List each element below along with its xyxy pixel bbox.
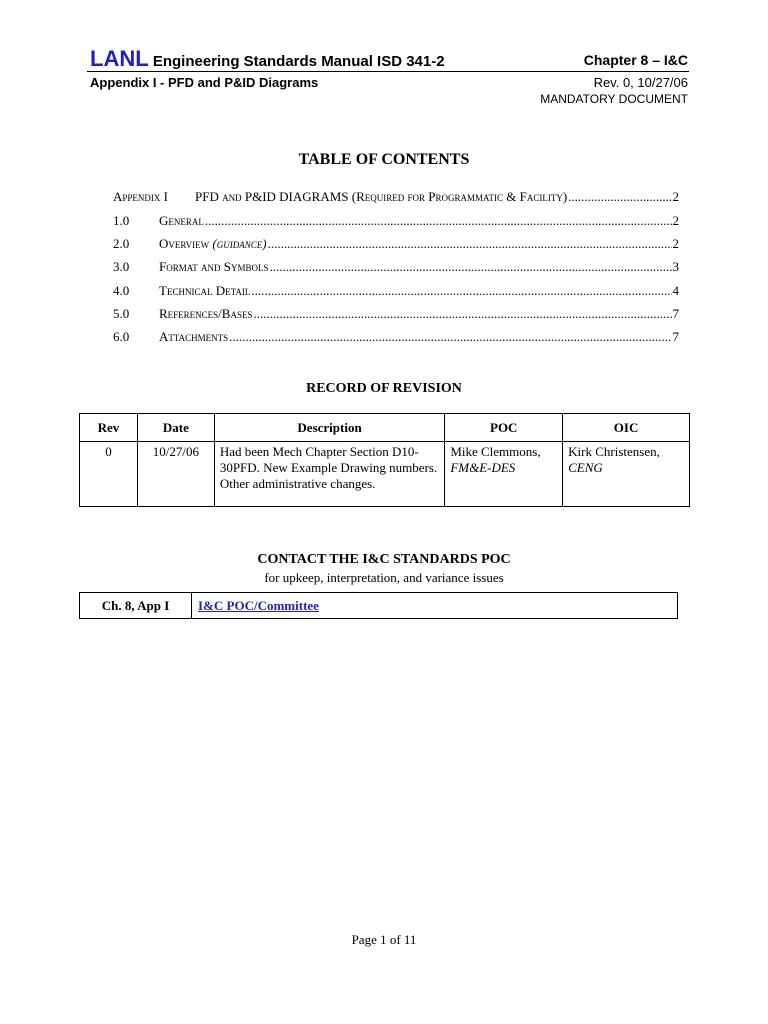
toc-entry-page: 3 bbox=[672, 259, 679, 274]
column-header: Rev bbox=[80, 414, 138, 442]
toc-leader-dots bbox=[205, 213, 672, 229]
toc-entry-label: Technical Detail bbox=[159, 283, 251, 298]
toc-entry-label: Format and Symbols bbox=[159, 259, 269, 274]
oic-org: CENG bbox=[568, 460, 603, 475]
toc-entry-page: 7 bbox=[672, 306, 679, 321]
toc-entry-label: References/Bases bbox=[159, 306, 253, 321]
column-header: Date bbox=[137, 414, 214, 442]
contact-link-cell bbox=[192, 593, 678, 619]
rev-cell: 0 bbox=[80, 442, 138, 507]
toc-entry-number: 1.0 bbox=[113, 213, 130, 228]
toc-entry-overview[interactable] bbox=[113, 236, 679, 252]
toc-entry-label: PFD and P&ID DIAGRAMS (Required for Programmatic & Facility) bbox=[195, 189, 568, 204]
poc-cell bbox=[445, 442, 563, 507]
toc-entry-label-extra: (guidance) bbox=[212, 236, 267, 251]
toc-entry-number: Appendix I bbox=[113, 189, 168, 204]
toc-leader-dots bbox=[251, 283, 671, 299]
toc-entry-number: 2.0 bbox=[113, 236, 130, 251]
revision-table bbox=[79, 413, 690, 507]
column-header: POC bbox=[445, 414, 563, 442]
lanl-logo: LANL bbox=[90, 46, 149, 71]
toc-entry-page: 4 bbox=[672, 283, 679, 298]
toc-entry-page: 2 bbox=[672, 213, 679, 228]
manual-header-title bbox=[90, 46, 445, 72]
chapter-label: Chapter 8 – I&C bbox=[583, 52, 688, 68]
table-row bbox=[80, 593, 678, 619]
date-cell: 10/27/06 bbox=[137, 442, 214, 507]
toc-entry-label: General bbox=[159, 213, 204, 228]
toc-entry-label: Overview (guidance) bbox=[159, 236, 267, 251]
contact-subtitle: for upkeep, interpretation, and variance issues bbox=[264, 570, 504, 585]
description-cell: Had been Mech Chapter Section D10-30PFD. New Example Drawing numbers. Other administrative changes. bbox=[214, 442, 444, 507]
toc-title: TABLE OF CONTENTS bbox=[298, 151, 470, 168]
manual-title: Engineering Standards Manual ISD 341-2 bbox=[152, 53, 445, 70]
header-divider bbox=[87, 71, 689, 72]
table-header-row bbox=[80, 414, 690, 442]
column-header: OIC bbox=[563, 414, 690, 442]
toc-leader-dots bbox=[269, 259, 671, 275]
appendix-label: Appendix I - PFD and P&ID Diagrams bbox=[90, 75, 319, 90]
toc-entry-label: Attachments bbox=[159, 329, 229, 344]
poc-org: FM&E-DES bbox=[450, 460, 516, 475]
table-row bbox=[80, 442, 690, 507]
toc-leader-dots bbox=[229, 329, 671, 345]
toc-entry-format[interactable] bbox=[113, 259, 679, 275]
toc-leader-dots bbox=[268, 236, 672, 252]
toc-entry-attachments[interactable] bbox=[113, 329, 679, 345]
toc-entry-references[interactable] bbox=[113, 306, 679, 322]
toc-entry-appendix[interactable] bbox=[113, 189, 679, 205]
oic-name: Kirk Christensen, bbox=[568, 444, 660, 459]
revision-label: Rev. 0, 10/27/06 bbox=[593, 75, 688, 90]
toc-entry-page: 7 bbox=[672, 329, 679, 344]
mandatory-label: MANDATORY DOCUMENT bbox=[540, 92, 688, 106]
toc-leader-dots bbox=[568, 189, 671, 205]
toc-entry-technical[interactable] bbox=[113, 283, 679, 299]
oic-cell bbox=[563, 442, 690, 507]
toc-entry-general[interactable] bbox=[113, 213, 679, 229]
poc-committee-link[interactable]: I&C POC/Committee bbox=[198, 597, 319, 613]
contact-ref-cell: Ch. 8, App I bbox=[80, 593, 192, 619]
toc-entry-page: 2 bbox=[672, 189, 679, 204]
contact-table bbox=[79, 592, 678, 619]
toc-entry-number: 3.0 bbox=[113, 259, 130, 274]
toc-entry-number: 4.0 bbox=[113, 283, 130, 298]
toc-entry-number: 6.0 bbox=[113, 329, 130, 344]
contact-title: CONTACT THE I&C STANDARDS POC bbox=[257, 552, 511, 567]
page-number: Page 1 of 11 bbox=[351, 932, 417, 947]
toc-entry-number: 5.0 bbox=[113, 306, 130, 321]
toc-leader-dots bbox=[253, 306, 671, 322]
toc-entry-page: 2 bbox=[672, 236, 679, 251]
poc-name: Mike Clemmons, bbox=[450, 444, 541, 459]
revision-record-title: RECORD OF REVISION bbox=[306, 381, 462, 396]
column-header: Description bbox=[214, 414, 444, 442]
